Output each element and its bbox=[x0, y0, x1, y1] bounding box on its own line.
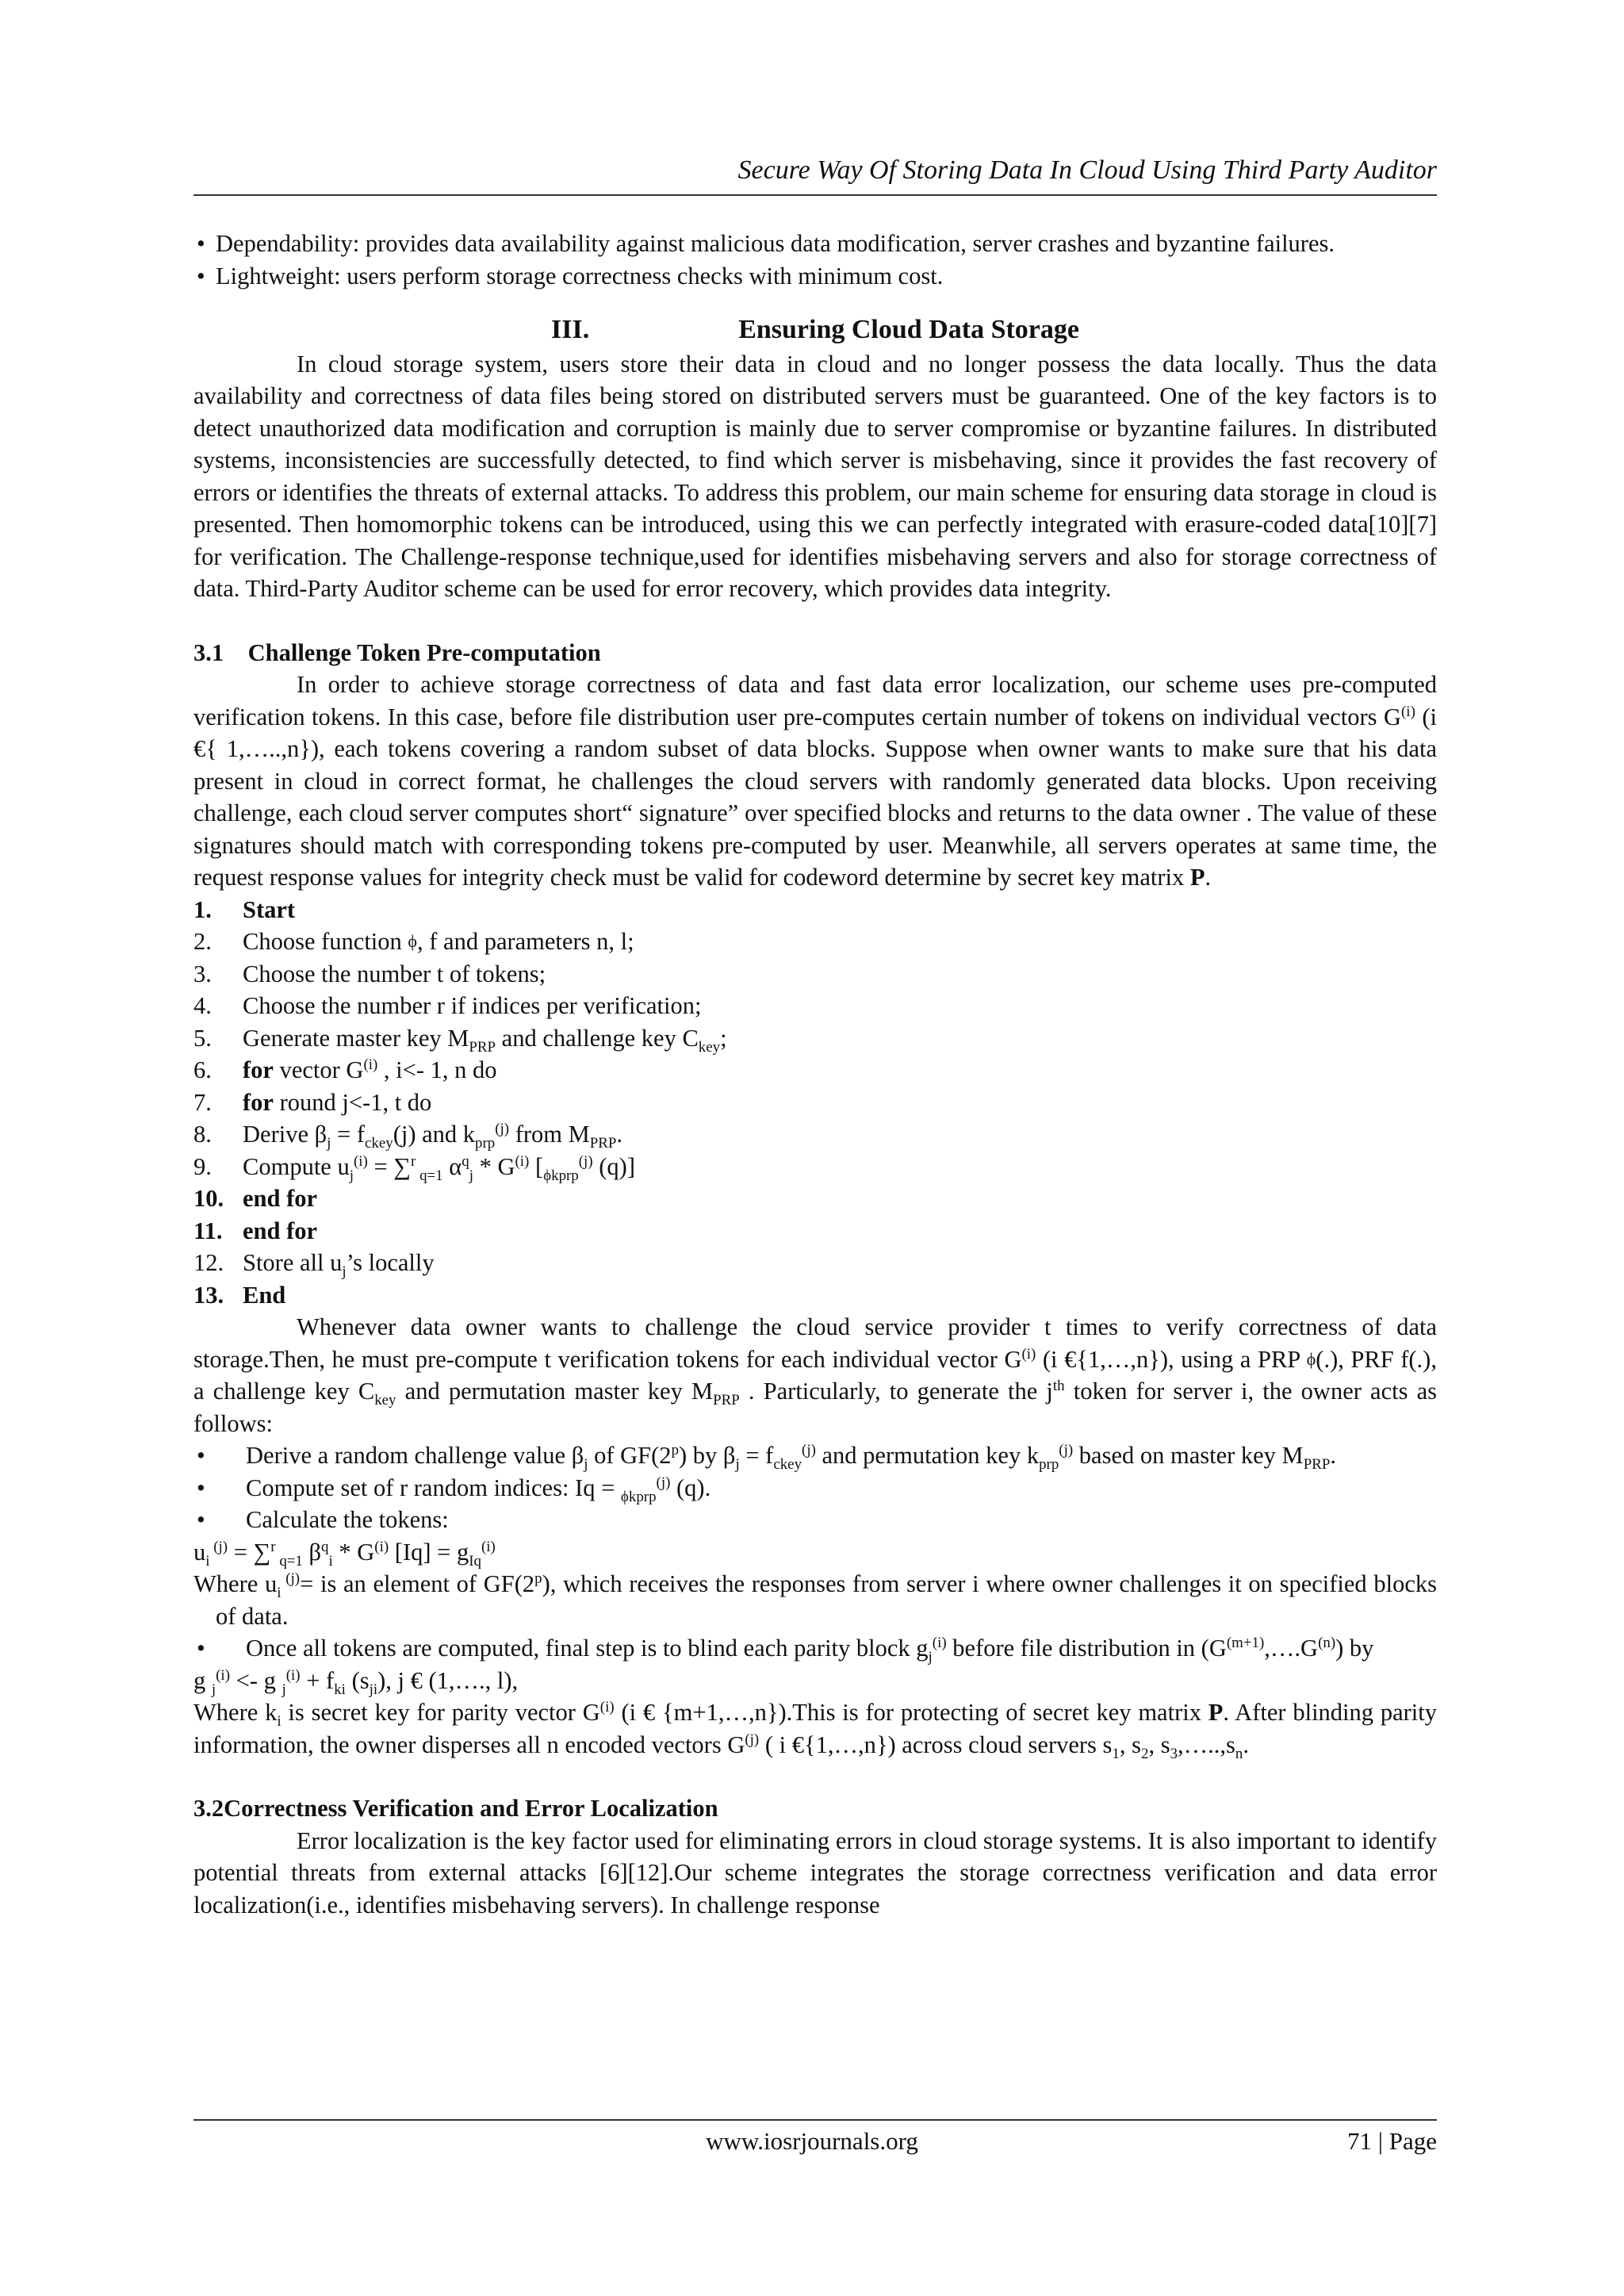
blinding-explanation: Where $k_i$ is secret key for parity vector $G^{(i)}$ (i € {m+1,…,n}).This is for protecting of secret key matrix P. After blinding parity information, the owner disperses all n encoded vectors $G^{(j)}$ ( i €{1,…,n}) across cloud servers $s_1$, $s_2$, $s_3,\dots..,s_n$. bbox=[193, 1698, 1437, 1762]
algorithm-step: 8. Derive $\beta_j = f_{ckey}(j)$ and $k_{prp}^{(j)}$ from $M_{PRP}$. bbox=[193, 1120, 623, 1152]
subsection-paragraph: Error localization is the key factor used for eliminating errors in cloud storage systems. It is also important to identify potential threats from external attacks [6][12].Our scheme integrates the storage correctness verification and data error localization(i.e., identifies misbehaving servers). In challenge response bbox=[193, 1826, 1437, 1918]
token-bullet: • Calculate the tokens: bbox=[197, 1506, 449, 1533]
running-header: Secure Way Of Storing Data In Cloud Using Third Party Auditor bbox=[737, 155, 1437, 185]
section-heading: III. Ensuring Cloud Data Storage bbox=[551, 315, 1079, 344]
algorithm-step: 13. End bbox=[193, 1281, 286, 1309]
subsection-heading: 3.1 Challenge Token Pre-computation bbox=[193, 638, 601, 666]
feature-bullet: • Lightweight: users perform storage correctness checks with minimum cost. bbox=[197, 262, 944, 289]
feature-bullet: • Dependability: provides data availability against malicious data modification, server crashes and byzantine failures. bbox=[197, 230, 1335, 257]
algorithm-step: 11. end for bbox=[193, 1217, 318, 1244]
algorithm-step: 4. Choose the number r if indices per verification; bbox=[193, 992, 702, 1019]
algorithm-step: 5. Generate master key $M_{PRP}$ and challenge key $C_{key}$; bbox=[193, 1024, 727, 1056]
header-rule bbox=[193, 194, 1437, 196]
journal-url: www.iosrjournals.org bbox=[706, 2127, 918, 2155]
token-paragraph: Whenever data owner wants to challenge the cloud service provider t times to verify correctness of data storage.Then, he must pre-compute t verification tokens for each individual vector $G^{(i)}$ (i €{1,…,n}), using a PRP $^\phi$(.), PRF f(.), a challenge key $C_{key}$ and permutation master key $M_{PRP}$ . Particularly, to generate the $j^{th}$ token for server i, the owner acts as follows: bbox=[193, 1313, 1438, 1437]
token-bullet: • Compute set of r random indices: Iq = $_{\phi kprp}^{(j)}$ (q). bbox=[197, 1474, 711, 1505]
algorithm-step: 12. Store all $u_j’s$ locally bbox=[193, 1249, 435, 1281]
algorithm-step: 6. for vector $G^{(i)}$ , i<- 1, n do bbox=[193, 1056, 497, 1083]
formula-explanation: Where $u_i$ $^{(j)}$= is an element of GF(2$^p$), which receives the responses from server i where owner challenges it on specified blocks of data. bbox=[193, 1570, 1437, 1630]
footer-rule bbox=[193, 2119, 1437, 2121]
algorithm-step: 9. Compute $u_j^{(i)} = \sum^r$ $_{q=1}$ $\alpha^q_j * G^{(i)}$ [$_{\phi kprp}^{(j)}$ (q)] bbox=[193, 1152, 635, 1184]
token-bullet: • Derive a random challenge value $\beta_j$ of GF(2$^p$) by $\beta_j = f_{ckey}^{(j)}$ and permutation key $k_{prp}^{(j)}$ based on master key $M_{PRP}$. bbox=[197, 1441, 1336, 1474]
algorithm-step: 7. for round j<-1, t do bbox=[193, 1088, 432, 1116]
blinding-formula: g $_j^{(i)}$ <- g $_j^{(i)} + f_{ki}$ $(s_{ji})$, j € (1,…., l), bbox=[193, 1666, 519, 1698]
token-formula: $u_i$ $^{(j)}$ = ∑$^r$ $_{q=1}$ $\beta^q_i * G^{(i)}$ $[Iq] = g_{Iq}^{(i)}$ bbox=[193, 1538, 496, 1570]
section-paragraph: In cloud storage system, users store their data in cloud and no longer possess the data locally. Thus the data availability and correctness of data files being stored on distributed servers must be guaranteed. One of the key factors is to detect unauthorized data modification and corruption is mainly due to server compromise or byzantine failures. In distributed systems, inconsistencies are successfully detected, to find which server is misbehaving, since it provides the fast recovery of errors or identifies the threats of external attacks. To address this problem, our main scheme for ensuring data storage in cloud is presented. Then homomorphic tokens can be introduced, using this we can perfectly integrated with erasure-coded data[10][7] for verification. The Challenge-response technique,used for identifies misbehaving servers and also for storage correctness of data. Third-Party Auditor scheme can be used for error recovery, which provides data integrity. bbox=[193, 350, 1437, 602]
algorithm-list bbox=[193, 894, 1437, 1312]
algorithm-step: 1. Start bbox=[193, 895, 296, 923]
subsection-paragraph: In order to achieve storage correctness of data and fast data error localization, our scheme uses pre-computed verification tokens. In this case, before file distribution user pre-computes certain number of tokens on individual vectors $G^{(i)}$ (i €{ 1,…..,n}), each tokens covering a random subset of data blocks. Suppose when owner wants to make sure that his data present in cloud in correct format, he challenges the cloud servers with randomly generated data blocks. Upon receiving challenge, each cloud server computes short“ signature” over specified blocks and returns to the data owner . The value of these signatures should match with corresponding tokens pre-computed by user. Meanwhile, all servers operates at same time, the request response values for integrity check must be valid for codeword determine by secret key matrix P. bbox=[193, 671, 1437, 891]
page-body bbox=[193, 228, 1437, 1921]
subsection-heading: 3.2Correctness Verification and Error Localization bbox=[193, 1795, 718, 1822]
algorithm-step: 3. Choose the number t of tokens; bbox=[193, 960, 546, 987]
page-number: 71 | Page bbox=[1347, 2127, 1437, 2155]
algorithm-step: 2. Choose function $^\phi$, f and parameters n, l; bbox=[193, 928, 634, 955]
token-bullet: • Once all tokens are computed, final step is to blind each parity block $g_j^{(i)}$ before file distribution in $(G^{(m+1)},\dots.G^{(n)})$ by bbox=[197, 1634, 1374, 1666]
algorithm-step: 10. end for bbox=[193, 1185, 318, 1212]
